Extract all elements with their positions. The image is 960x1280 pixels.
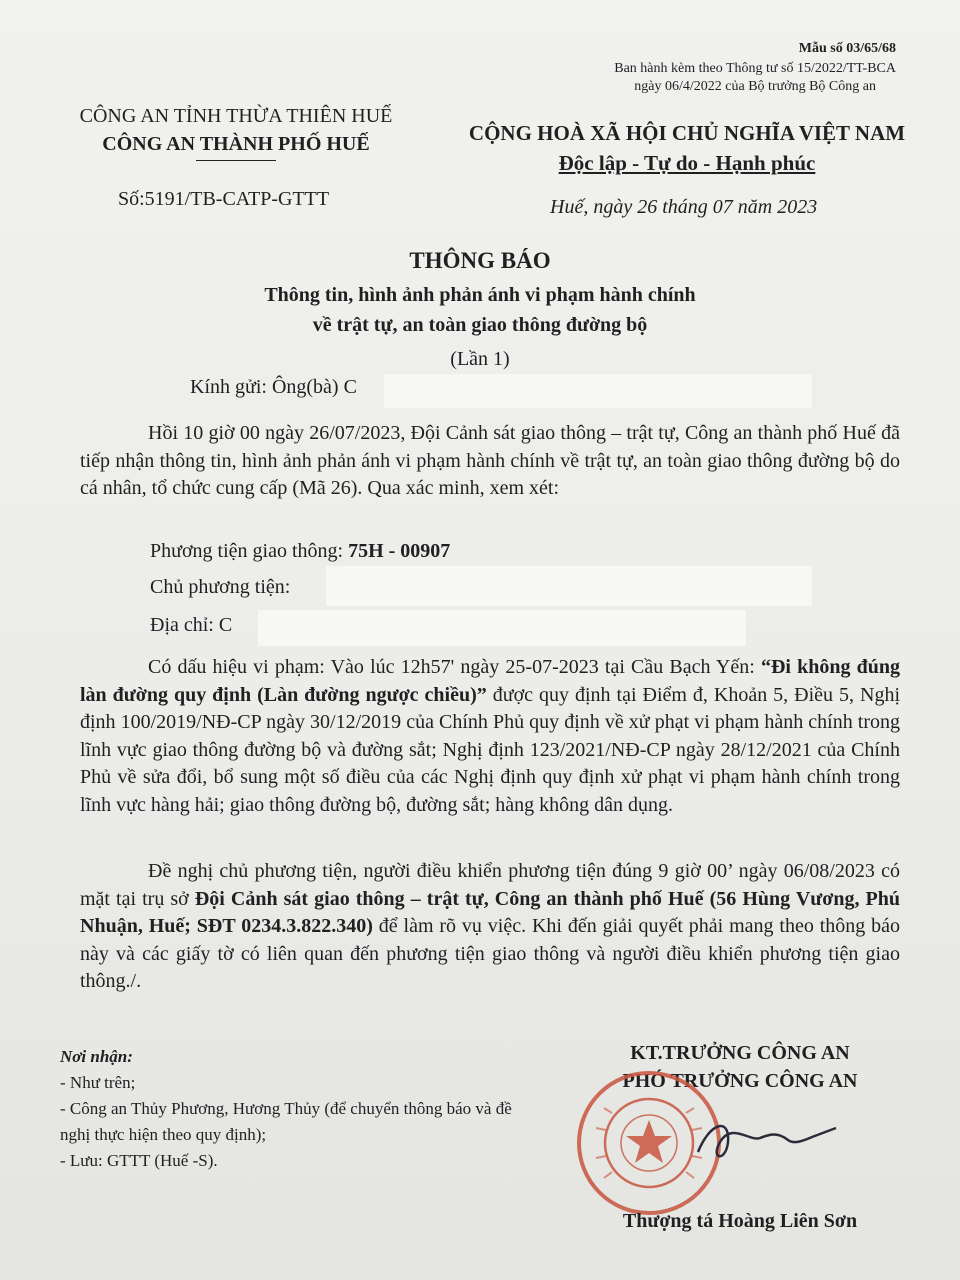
document-date: Huế, ngày 26 tháng 07 năm 2023 bbox=[550, 196, 818, 218]
issuing-agency: CÔNG AN THÀNH PHỐ HUẾ bbox=[102, 133, 370, 155]
agency-header bbox=[56, 102, 416, 161]
request-place: Đội Cảnh sát giao thông – trật tự, Công an thành phố Huế (56 Hùng Vương, Phú Nhuận, Huế; SĐT 0234.3.822.340) bbox=[80, 887, 900, 937]
address-visible-char: C bbox=[218, 614, 233, 636]
owner-redaction bbox=[326, 566, 812, 606]
recipient-label: Kính gửi: Ông(bà) bbox=[190, 376, 344, 398]
vehicle-plate: 75H - 00907 bbox=[348, 540, 451, 562]
violation-lead: Có dấu hiệu vi phạm: Vào lúc 12h57' ngày 25-07-2023 tại Cầu Bạch Yến: bbox=[148, 656, 755, 678]
paragraph-request bbox=[80, 858, 900, 996]
document-subtitle-1: Thông tin, hình ảnh phản ánh vi phạm hành chính bbox=[264, 284, 696, 306]
request-tail: để làm rõ vụ việc. Khi đến giải quyết phải mang theo thông báo này và các giấy tờ có liên quan đến phương tiện giao thông và người điều khiển phương tiện giao thông./. bbox=[80, 915, 901, 992]
recipient-line bbox=[190, 376, 357, 399]
address-line bbox=[150, 614, 232, 637]
nation-name: CỘNG HOÀ XÃ HỘI CHỦ NGHĨA VIỆT NAM bbox=[468, 121, 906, 145]
document-number: Số:5191/TB-CATP-GTTT bbox=[118, 188, 330, 210]
request-lead: Đề nghị chủ phương tiện, người điều khiển phương tiện đúng 9 giờ 00’ ngày 06/08/2023 có mặt tại trụ sở bbox=[80, 860, 900, 910]
recipients-block bbox=[60, 1044, 520, 1174]
address-redaction bbox=[258, 610, 746, 646]
address-label: Địa chỉ: bbox=[150, 614, 219, 636]
paragraph-violation bbox=[80, 654, 900, 819]
form-number: Mẫu số 03/65/68 bbox=[798, 41, 896, 56]
recipient-visible-char: C bbox=[343, 376, 357, 398]
signatory-name: Thượng tá Hoàng Liên Sơn bbox=[622, 1210, 858, 1232]
vehicle-label: Phương tiện giao thông: bbox=[150, 540, 349, 562]
vehicle-line bbox=[150, 540, 450, 563]
paragraph-intro: Hồi 10 giờ 00 ngày 26/07/2023, Đội Cảnh sát giao thông – trật tự, Công an thành phố Huế đã tiếp nhận thông tin, hình ảnh phản ánh vi phạm hành chính về trật tự, an toàn giao thông đường bộ do cá nhân, tổ chức cung cấp (Mã 26). Qua xác minh, xem xét: bbox=[80, 422, 900, 499]
recipients-item: - Như trên; bbox=[60, 1073, 136, 1092]
issue-number: (Lần 1) bbox=[450, 348, 510, 370]
violation-name: “Đi không đúng làn đường quy định (Làn đường ngược chiều)” bbox=[80, 656, 900, 706]
form-issued-with: Ban hành kèm theo Thông tư số 15/2022/TT-BCA bbox=[614, 61, 896, 76]
signatory-title: KT.TRƯỞNG CÔNG AN bbox=[630, 1042, 850, 1064]
violation-basis: được quy định tại Điểm đ, Khoản 5, Điều 5, Nghị định 100/2019/NĐ-CP ngày 30/12/2019 của Chính Phủ quy định về xử phạt vi phạm hành chính trong lĩnh vực giao thông đường bộ và đường sắt; Nghị định 123/2021/NĐ-CP ngày 28/12/2021 của Chính Phủ về sửa đổi, bổ sung một số điều của các Nghị định quy định xử phạt vi phạm hành chính trong lĩnh vực hàng hải; giao thông đường bộ, đường sắt; hàng không dân dụng. bbox=[80, 683, 900, 816]
recipient-redaction bbox=[384, 374, 812, 408]
recipients-item: - Lưu: GTTT (Huế -S). bbox=[60, 1151, 218, 1170]
owner-label: Chủ phương tiện: bbox=[150, 576, 291, 598]
signatory-position: PHÓ TRƯỞNG CÔNG AN bbox=[622, 1070, 858, 1092]
national-motto: Độc lập - Tự do - Hạnh phúc bbox=[558, 151, 816, 175]
recipients-heading: Nơi nhận: bbox=[60, 1047, 133, 1066]
national-header bbox=[452, 118, 922, 178]
recipients-item: - Công an Thủy Phương, Hương Thủy (để chuyển thông báo và đề nghị thực hiện theo quy định); bbox=[60, 1099, 512, 1144]
document-subtitle-2: về trật tự, an toàn giao thông đường bộ bbox=[312, 314, 648, 336]
document-title: THÔNG BÁO bbox=[409, 248, 551, 273]
agency-underline bbox=[196, 160, 276, 161]
form-issued-date: ngày 06/4/2022 của Bộ trưởng Bộ Công an bbox=[634, 79, 876, 94]
parent-agency: CÔNG AN TỈNH THỪA THIÊN HUẾ bbox=[79, 105, 393, 127]
handwritten-signature bbox=[690, 1112, 840, 1172]
